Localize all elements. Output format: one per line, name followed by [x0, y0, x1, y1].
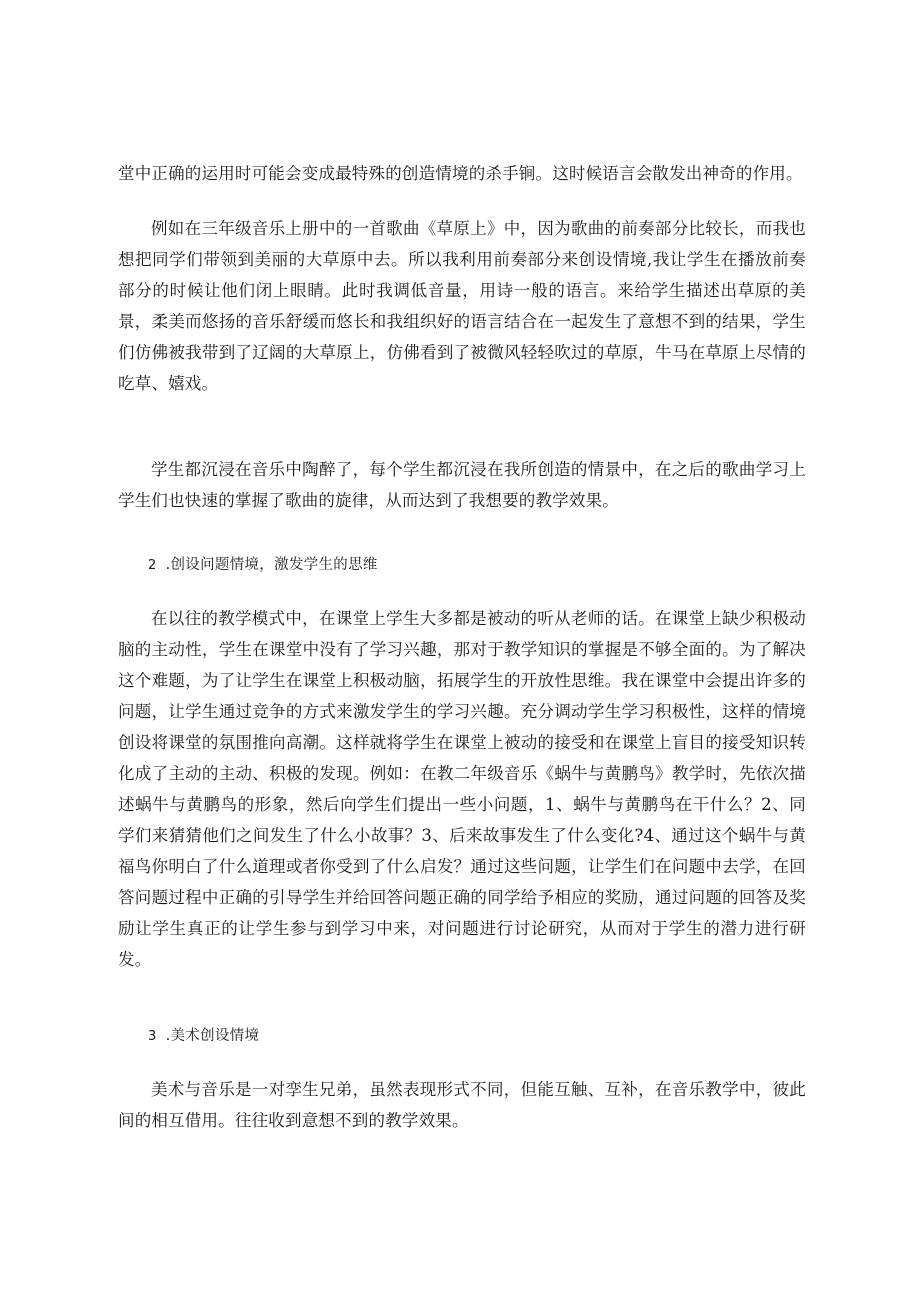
section-number: 2 [148, 558, 157, 573]
section-number: 3 [148, 1029, 157, 1044]
section-heading-2 [148, 554, 378, 577]
paragraph-grassland-example: 例如在三年级音乐上册中的一首歌曲《草原上》中，因为歌曲的前奏部分比较长，而我也想把同学们带领到美丽的大草原中去。所以我利用前奏部分来创设情境,我让学生在播放前奏部分的时候让他们闭上眼睛。此时我调低音量，用诗一般的语言。来给学生描述出草原的美景，柔美而悠扬的音乐舒缓而悠长和我组织好的语言结合在一起发生了意想不到的结果，学生们仿佛被我带到了辽阔的大草原上，仿佛看到了被微风轻轻吹过的草原，牛马在草原上尽情的吃草、嬉戏。 [118, 219, 806, 393]
paragraph-question-situation: 在以往的教学模式中，在课堂上学生大多都是被动的听从老师的话。在课堂上缺少积极动脑的主动性，学生在课堂中没有了学习兴趣，那对于教学知识的掌握是不够全面的。为了解决这个难题，为了让学生在课堂上积极动脑，拓展学生的开放性思维。我在课堂中会提出许多的问题，让学生通过竞争的方式来激发学生的学习兴趣。充分调动学生学习积极性，这样的情境创设将课堂的氛围推向高潮。这样就将学生在课堂上被动的接受和在课堂上盲目的接受知识转化成了主动的主动、积极的发现。例如：在教二年级音乐《蜗牛与黄鹏鸟》教学时，先依次描述蜗牛与黄鹏鸟的形象，然后向学生们提出一些小问题，1、蜗牛与黄鹏鸟在干什么？2、同学们来猜猜他们之间发生了什么小故事？3、后来故事发生了什么变化?4、通过这个蜗牛与黄福鸟你明白了什么道理或者你受到了什么启发？通过这些问题，让学生们在问题中去学，在回答问题过程中正确的引导学生并给回答问题正确的同学给予相应的奖励，通过问题的回答及奖励让学生真正的让学生参与到学习中来，对问题进行讨论研究，从而对于学生的潜力进行研发。 [118, 609, 806, 969]
section-title: .创设问题情境，激发学生的思维 [165, 557, 378, 573]
paragraph-students-immersed: 学生都沉浸在音乐中陶醉了，每个学生都沉浸在我所创造的情景中，在之后的歌曲学习上学生们也快速的掌握了歌曲的旋律，从而达到了我想要的教学效果。 [118, 460, 806, 510]
paragraph-continuation: 堂中正确的运用时可能会变成最特殊的创造情境的杀手锏。这时候语言会散发出神奇的作用。 [118, 164, 803, 183]
section-heading-3 [148, 1025, 259, 1048]
section-title: .美术创设情境 [165, 1028, 260, 1044]
paragraph-art-situation: 美术与音乐是一对孪生兄弟，虽然表现形式不同，但能互触、互补，在音乐教学中，彼此间的相互借用。往往收到意想不到的教学效果。 [118, 1080, 806, 1130]
